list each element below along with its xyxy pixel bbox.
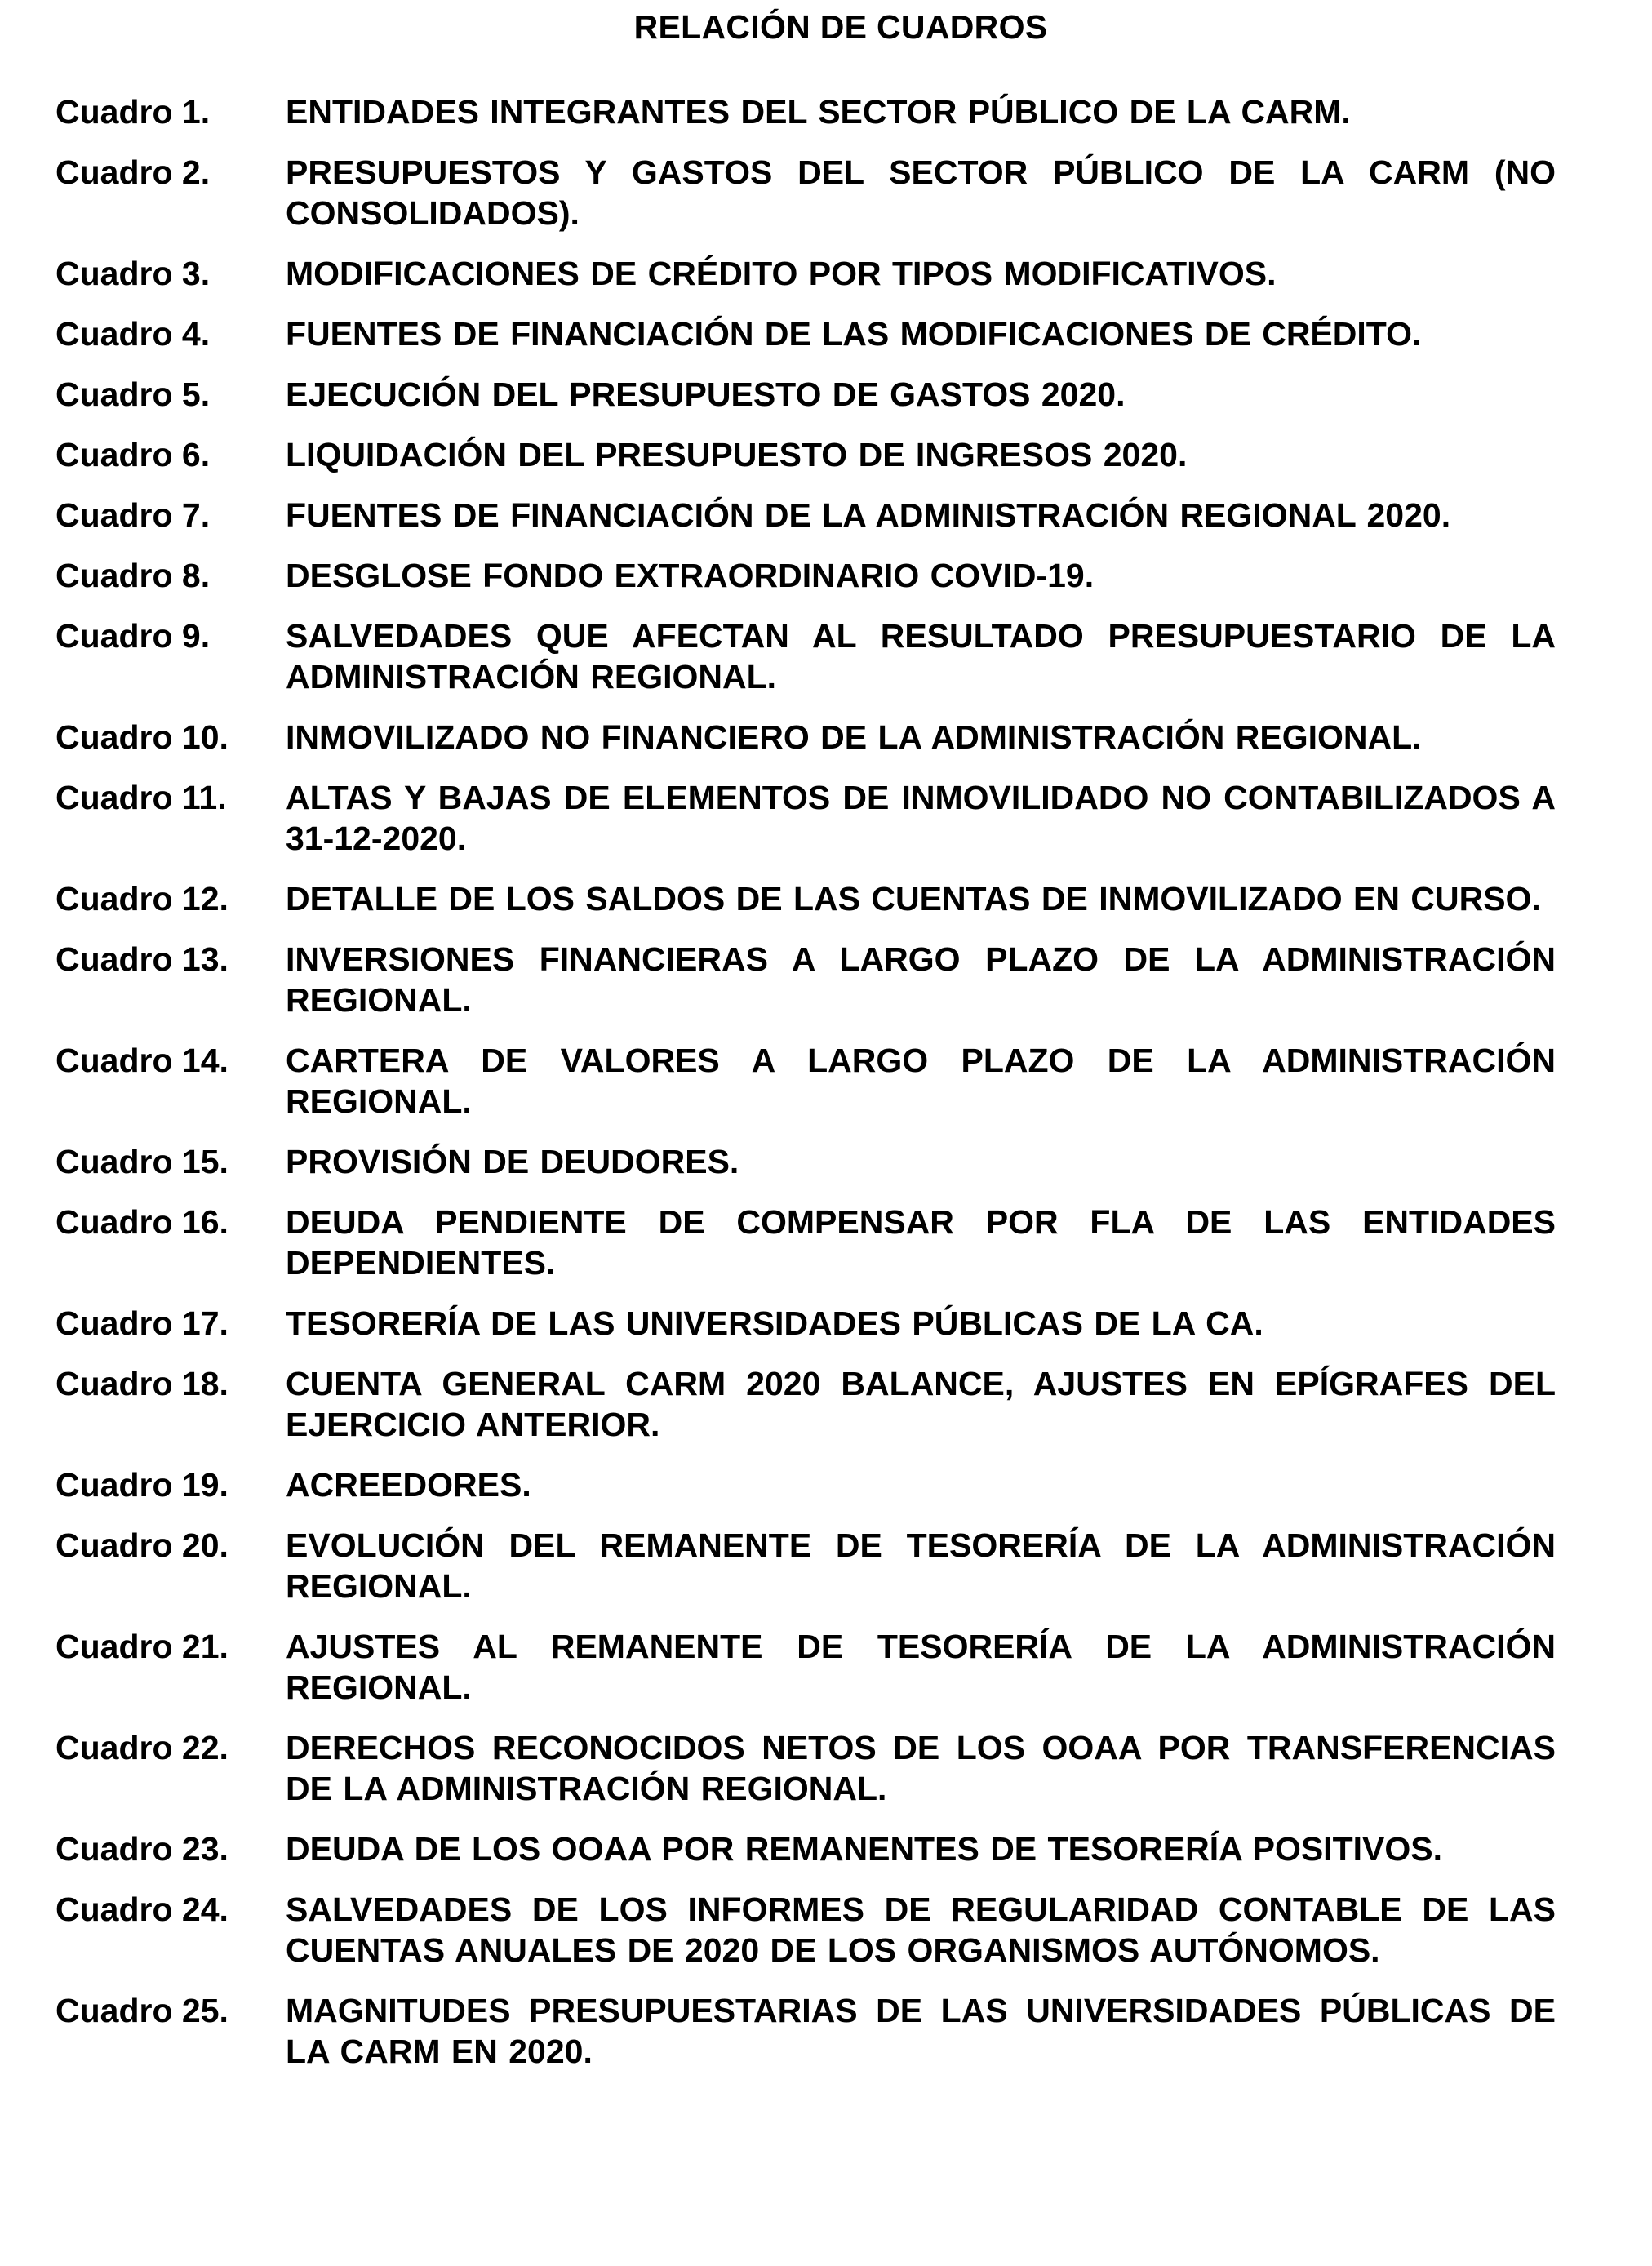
item-text: MODIFICACIONES DE CRÉDITO POR TIPOS MODIFICATIVOS. bbox=[286, 255, 1277, 292]
item-text: ACREEDORES. bbox=[286, 1466, 531, 1504]
list-item bbox=[56, 1990, 1556, 2072]
item-text: CARTERA DE VALORES A LARGO PLAZO DE LA ADMINISTRACIÓN REGIONAL. bbox=[286, 1042, 1556, 1120]
item-text: INVERSIONES FINANCIERAS A LARGO PLAZO DE LA ADMINISTRACIÓN REGIONAL. bbox=[286, 940, 1556, 1019]
list-item bbox=[56, 1141, 1556, 1182]
list-item bbox=[56, 1828, 1556, 1869]
item-label: Cuadro 9. bbox=[56, 617, 211, 655]
item-text: FUENTES DE FINANCIACIÓN DE LA ADMINISTRACIÓN REGIONAL 2020. bbox=[286, 496, 1451, 534]
item-text: DESGLOSE FONDO EXTRAORDINARIO COVID-19. bbox=[286, 557, 1095, 594]
list-item bbox=[56, 1727, 1556, 1809]
list-item bbox=[56, 777, 1556, 859]
item-text: DEUDA PENDIENTE DE COMPENSAR POR FLA DE LAS ENTIDADES DEPENDIENTES. bbox=[286, 1203, 1556, 1282]
item-label: Cuadro 5. bbox=[56, 375, 211, 413]
item-text: SALVEDADES QUE AFECTAN AL RESULTADO PRESUPUESTARIO DE LA ADMINISTRACIÓN REGIONAL. bbox=[286, 617, 1556, 695]
item-label: Cuadro 20. bbox=[56, 1526, 229, 1564]
item-label: Cuadro 8. bbox=[56, 557, 211, 594]
list-item bbox=[56, 91, 1556, 132]
item-text: CUENTA GENERAL CARM 2020 BALANCE, AJUSTES EN EPÍGRAFES DEL EJERCICIO ANTERIOR. bbox=[286, 1365, 1556, 1443]
item-label: Cuadro 3. bbox=[56, 255, 211, 292]
item-text: DERECHOS RECONOCIDOS NETOS DE LOS OOAA POR TRANSFERENCIAS DE LA ADMINISTRACIÓN REGIONAL. bbox=[286, 1729, 1556, 1807]
list-item bbox=[56, 717, 1556, 758]
item-label: Cuadro 18. bbox=[56, 1365, 229, 1402]
item-label: Cuadro 7. bbox=[56, 496, 211, 534]
list-item bbox=[56, 313, 1556, 354]
list-item bbox=[56, 253, 1556, 294]
item-label: Cuadro 14. bbox=[56, 1042, 229, 1079]
item-label: Cuadro 1. bbox=[56, 93, 211, 131]
item-label: Cuadro 22. bbox=[56, 1729, 229, 1766]
list-item bbox=[56, 434, 1556, 475]
item-text: ENTIDADES INTEGRANTES DEL SECTOR PÚBLICO DE LA CARM. bbox=[286, 93, 1351, 131]
list-item bbox=[56, 1889, 1556, 1971]
item-text: LIQUIDACIÓN DEL PRESUPUESTO DE INGRESOS 2020. bbox=[286, 436, 1188, 473]
item-label: Cuadro 17. bbox=[56, 1304, 229, 1342]
item-label: Cuadro 12. bbox=[56, 880, 229, 918]
list-item bbox=[56, 555, 1556, 596]
table-of-contents-list bbox=[56, 91, 1556, 2091]
item-text: SALVEDADES DE LOS INFORMES DE REGULARIDAD CONTABLE DE LAS CUENTAS ANUALES DE 2020 DE LOS ORGANISMOS AUTÓNOMOS. bbox=[286, 1891, 1556, 1969]
item-label: Cuadro 6. bbox=[56, 436, 211, 473]
item-label: Cuadro 16. bbox=[56, 1203, 229, 1241]
item-text: ALTAS Y BAJAS DE ELEMENTOS DE INMOVILIDADO NO CONTABILIZADOS A 31-12-2020. bbox=[286, 779, 1556, 857]
item-text: EJECUCIÓN DEL PRESUPUESTO DE GASTOS 2020. bbox=[286, 375, 1126, 413]
item-label: Cuadro 15. bbox=[56, 1143, 229, 1180]
item-text: EVOLUCIÓN DEL REMANENTE DE TESORERÍA DE LA ADMINISTRACIÓN REGIONAL. bbox=[286, 1526, 1556, 1605]
list-item bbox=[56, 495, 1556, 535]
item-text: TESORERÍA DE LAS UNIVERSIDADES PÚBLICAS DE LA CA. bbox=[286, 1304, 1263, 1342]
item-text: DEUDA DE LOS OOAA POR REMANENTES DE TESORERÍA POSITIVOS. bbox=[286, 1830, 1442, 1868]
item-label: Cuadro 13. bbox=[56, 940, 229, 978]
item-label: Cuadro 10. bbox=[56, 718, 229, 756]
item-text: PROVISIÓN DE DEUDORES. bbox=[286, 1143, 739, 1180]
list-item bbox=[56, 615, 1556, 697]
item-label: Cuadro 21. bbox=[56, 1628, 229, 1665]
item-label: Cuadro 24. bbox=[56, 1891, 229, 1928]
item-label: Cuadro 4. bbox=[56, 315, 211, 353]
list-item bbox=[56, 878, 1556, 919]
list-item bbox=[56, 1626, 1556, 1708]
list-item bbox=[56, 1363, 1556, 1445]
item-text: PRESUPUESTOS Y GASTOS DEL SECTOR PÚBLICO DE LA CARM (NO CONSOLIDADOS). bbox=[286, 153, 1556, 232]
item-text: FUENTES DE FINANCIACIÓN DE LAS MODIFICACIONES DE CRÉDITO. bbox=[286, 315, 1422, 353]
item-text: INMOVILIZADO NO FINANCIERO DE LA ADMINISTRACIÓN REGIONAL. bbox=[286, 718, 1422, 756]
item-label: Cuadro 19. bbox=[56, 1466, 229, 1504]
list-item bbox=[56, 152, 1556, 233]
list-item bbox=[56, 1303, 1556, 1344]
list-item bbox=[56, 1525, 1556, 1606]
list-item bbox=[56, 1464, 1556, 1505]
list-item bbox=[56, 1040, 1556, 1122]
item-text: MAGNITUDES PRESUPUESTARIAS DE LAS UNIVERSIDADES PÚBLICAS DE LA CARM EN 2020. bbox=[286, 1992, 1556, 2070]
list-item bbox=[56, 939, 1556, 1020]
list-item bbox=[56, 1202, 1556, 1283]
document-title: RELACIÓN DE CUADROS bbox=[633, 8, 1048, 46]
item-label: Cuadro 11. bbox=[56, 779, 227, 816]
item-text: AJUSTES AL REMANENTE DE TESORERÍA DE LA ADMINISTRACIÓN REGIONAL. bbox=[286, 1628, 1556, 1706]
list-item bbox=[56, 374, 1556, 415]
item-label: Cuadro 23. bbox=[56, 1830, 229, 1868]
item-text: DETALLE DE LOS SALDOS DE LAS CUENTAS DE INMOVILIZADO EN CURSO. bbox=[286, 880, 1541, 918]
item-label: Cuadro 2. bbox=[56, 153, 211, 191]
item-label: Cuadro 25. bbox=[56, 1992, 229, 2029]
